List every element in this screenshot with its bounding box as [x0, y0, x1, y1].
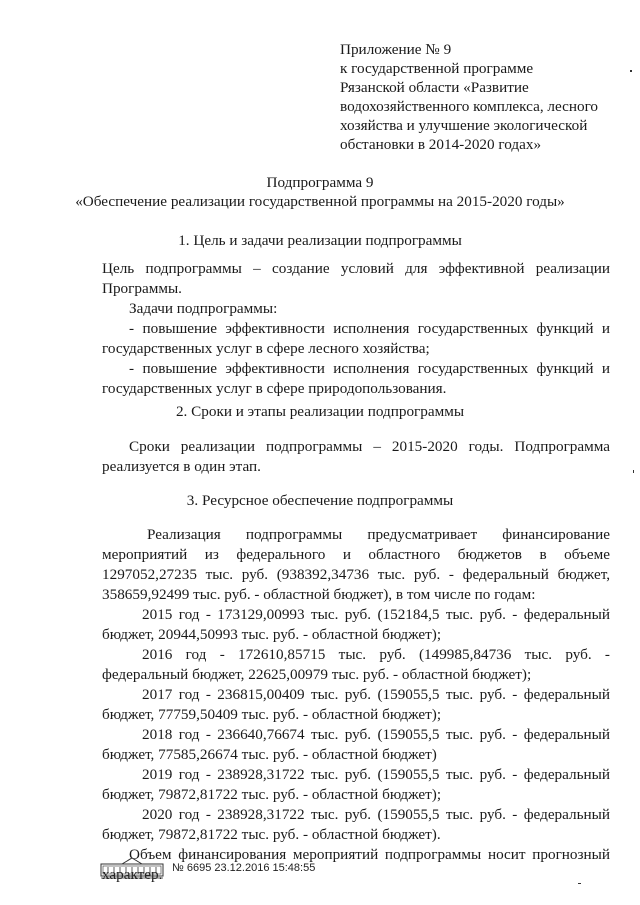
scan-speck	[633, 470, 634, 473]
appendix-header	[340, 40, 620, 154]
appendix-line: водохозяйственного комплекса, лесного	[340, 98, 599, 115]
funding-outro-line: Объем финансирования мероприятий подпрограммы носит прогнозный	[129, 846, 610, 863]
task-line: государственных услуг в сфере природопользования.	[102, 380, 447, 397]
scan-speck	[578, 883, 581, 884]
funding-year-line: федеральный бюджет, 22625,00979 тыс. руб. - областной бюджет);	[102, 666, 532, 683]
section-1-body	[102, 259, 610, 399]
section-1-title: 1. Цель и задачи реализации подпрограммы	[178, 232, 462, 249]
section-3-body	[102, 525, 610, 885]
task-line: - повышение эффективности исполнения государственных функций и	[129, 360, 610, 377]
appendix-line: Рязанской области «Развитие	[340, 79, 529, 96]
funding-year-line: 2017 год - 236815,00409 тыс. руб. (159055,5 тыс. руб. - федеральный	[142, 686, 610, 703]
funding-year-line: бюджет, 79872,81722 тыс. руб. - областной бюджет).	[102, 826, 441, 843]
appendix-line: хозяйства и улучшение экологической	[340, 117, 588, 134]
funding-outro-line: характер.	[102, 866, 163, 883]
funding-year-line: бюджет, 77759,50409 тыс. руб. - областной бюджет);	[102, 706, 442, 723]
terms-line: Сроки реализации подпрограммы – 2015-2020 годы. Подпрограмма	[129, 438, 610, 455]
funding-year-line: 2016 год - 172610,85715 тыс. руб. (149985,84736 тыс. руб. -	[142, 646, 610, 663]
section-2-title: 2. Сроки и этапы реализации подпрограммы	[175, 403, 465, 420]
funding-line: 358659,92499 тыс. руб. - областной бюджет), в том числе по годам:	[102, 586, 536, 603]
funding-year-line: 2015 год - 173129,00993 тыс. руб. (152184,5 тыс. руб. - федеральный	[142, 606, 610, 623]
appendix-line: к государственной программе	[340, 60, 534, 77]
subprogram-name: «Обеспечение реализации государственной программы на 2015-2020 годы»	[75, 193, 565, 210]
goal-line: Программы.	[102, 280, 182, 297]
task-line: государственных услуг в сфере лесного хозяйства;	[102, 340, 430, 357]
tasks-label: Задачи подпрограммы:	[129, 300, 278, 317]
section-2-body	[102, 437, 610, 477]
subprogram-title: Подпрограмма 9	[266, 174, 374, 191]
funding-line: Реализация подпрограммы предусматривает финансирование	[147, 526, 610, 543]
section-3-title: 3. Ресурсное обеспечение подпрограммы	[186, 492, 454, 509]
funding-line: 1297052,27235 тыс. руб. (938392,34736 тыс. руб. - федеральный бюджет,	[102, 566, 610, 583]
registration-stamp	[100, 855, 520, 885]
stamp-number-date: № 6695 23.12.2016 15:48:55	[172, 862, 316, 874]
funding-line: мероприятий из федерального и областного бюджетов в объеме	[102, 546, 610, 563]
building-stamp-icon	[100, 857, 164, 879]
funding-year-line: 2019 год - 238928,31722 тыс. руб. (159055,5 тыс. руб. - федеральный	[142, 766, 610, 783]
goal-line: Цель подпрограммы – создание условий для эффективной реализации	[102, 260, 610, 277]
funding-year-line: 2018 год - 236640,76674 тыс. руб. (159055,5 тыс. руб. - федеральный	[142, 726, 610, 743]
task-line: - повышение эффективности исполнения государственных функций и	[129, 320, 610, 337]
appendix-line: обстановки в 2014-2020 годах»	[340, 136, 542, 153]
funding-year-line: бюджет, 79872,81722 тыс. руб. - областной бюджет);	[102, 786, 442, 803]
terms-line: реализуется в один этап.	[102, 458, 261, 475]
funding-year-line: бюджет, 20944,50993 тыс. руб. - областной бюджет);	[102, 626, 442, 643]
funding-year-line: 2020 год - 238928,31722 тыс. руб. (159055,5 тыс. руб. - федеральный	[142, 806, 610, 823]
funding-year-line: бюджет, 77585,26674 тыс. руб. - областной бюджет)	[102, 746, 437, 763]
scan-speck	[630, 70, 632, 72]
appendix-line: Приложение № 9	[340, 41, 452, 58]
